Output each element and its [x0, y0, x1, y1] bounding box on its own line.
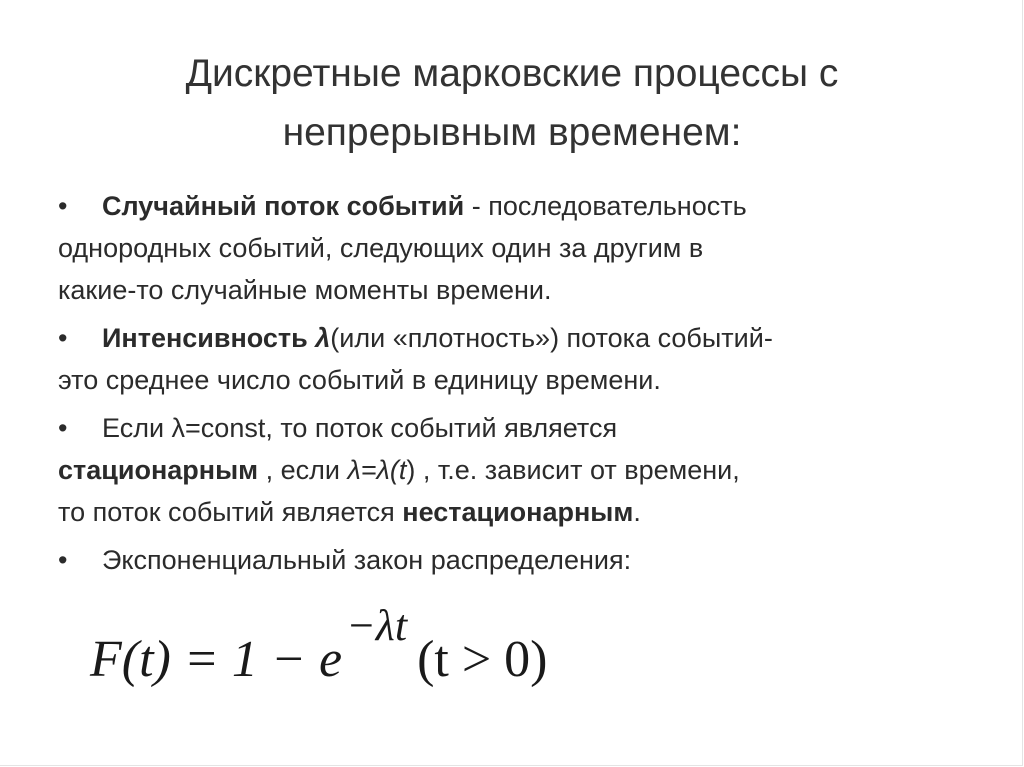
- bullet-4-line-1: [58, 539, 978, 581]
- bullet-random-event-flow: [58, 185, 978, 311]
- bullet-3-mid-b: ) , т.е. зависит от времени,: [406, 455, 740, 485]
- formula-condition: (t > 0): [417, 631, 548, 688]
- bullet-dot: •: [58, 413, 68, 443]
- bullet-3-period: .: [633, 497, 641, 527]
- lambda-symbol: λ: [315, 323, 331, 353]
- t-variable: t: [398, 455, 407, 485]
- lambda-expression: λ=λ(: [347, 455, 399, 485]
- slide-title: [0, 44, 1024, 162]
- bullet-dot: •: [58, 545, 68, 575]
- bullet-1-line-3: какие-то случайные моменты времени.: [58, 275, 552, 305]
- bullet-2-line-2: это среднее число событий в единицу времени.: [58, 365, 661, 395]
- bullet-3-line-3: [58, 491, 978, 533]
- bullet-dot: •: [58, 323, 68, 353]
- bullet-2-text-a: (или «плотность») потока событий-: [330, 323, 773, 353]
- bullet-3-text-a: Если λ=const, то поток событий является: [102, 413, 618, 443]
- formula-exponent: −λt: [346, 601, 408, 650]
- bullet-3-line-1: [58, 407, 978, 449]
- bullet-dot: •: [58, 191, 68, 221]
- distribution-formula: [90, 600, 790, 710]
- bullet-1-line-2: однородных событий, следующих один за другим в: [58, 233, 704, 263]
- bullet-list: [58, 185, 978, 587]
- title-line-1: Дискретные марковские процессы с: [185, 52, 839, 95]
- bullet-3-text-c: то поток событий является: [58, 497, 403, 527]
- bullet-intensity: [58, 317, 978, 401]
- bullet-3-mid-a: , если: [258, 455, 348, 485]
- title-line-2: непрерывным временем:: [282, 111, 742, 154]
- bullet-stationary: [58, 407, 978, 533]
- bullet-4-text: Экспоненциальный закон распределения:: [102, 545, 632, 575]
- bullet-1-text-a: - последовательность: [464, 191, 747, 221]
- term-stationary: стационарным: [58, 455, 259, 485]
- term-nonstationary: нестационарным: [402, 497, 634, 527]
- formula-lhs: F(t) = 1 − e: [90, 631, 343, 688]
- bullet-3-line-2: [58, 449, 978, 491]
- bullet-2-line-1: [58, 317, 978, 359]
- bullet-1-line-1: [58, 185, 978, 227]
- bullet-exponential-law: [58, 539, 978, 581]
- term-intensity: Интенсивность: [102, 323, 316, 353]
- term-random-flow: Случайный поток событий: [102, 191, 465, 221]
